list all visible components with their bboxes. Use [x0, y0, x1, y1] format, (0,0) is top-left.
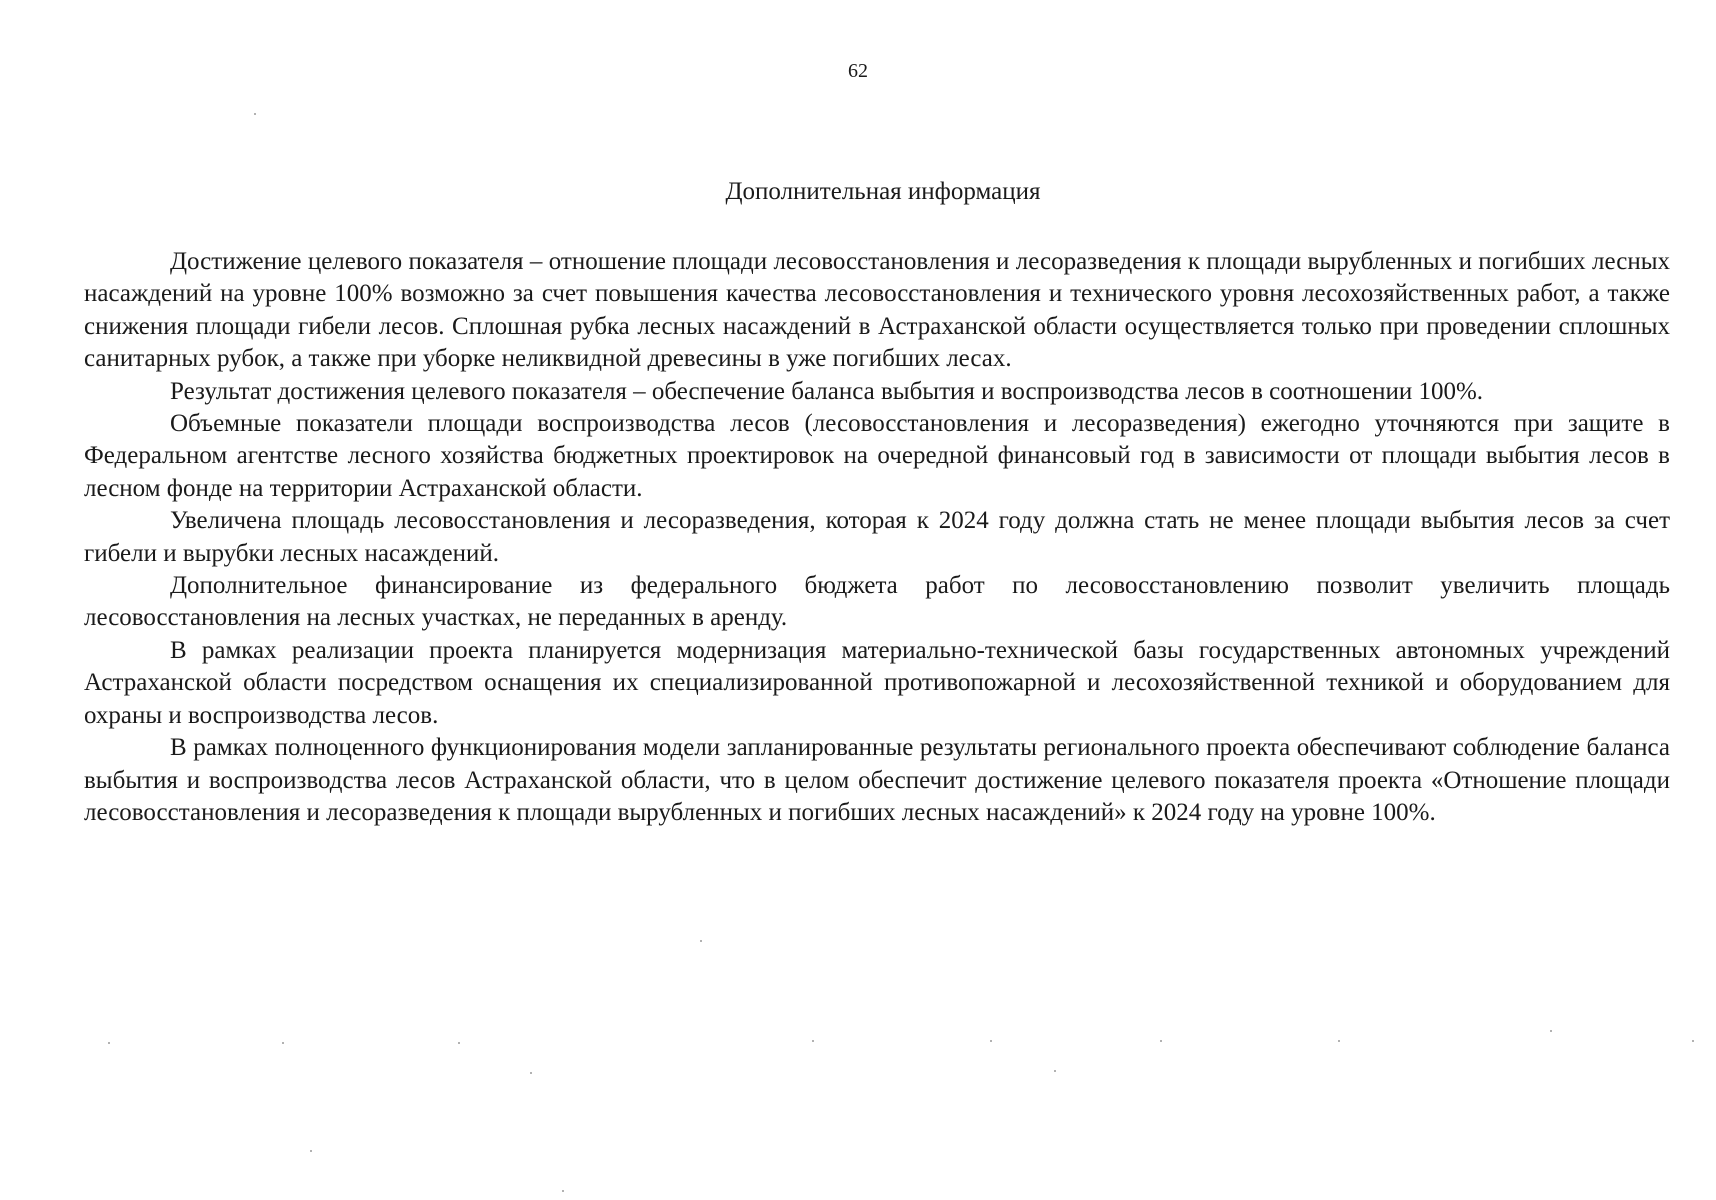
page-number: 62: [848, 60, 868, 82]
section-heading: Дополнительная информация: [725, 178, 1041, 205]
scan-speck: [700, 940, 702, 942]
scan-speck: [310, 1150, 312, 1152]
paragraph: Результат достижения целевого показателя – обеспечение баланса выбытия и воспроизводства лесов в соотношении 100%.: [170, 377, 1484, 405]
scan-speck: [108, 1042, 110, 1044]
paragraph: Достижение целевого показателя – отношение площади лесовосстановления и лесоразведения к площади вырубленных и погибших лесных насаждений на уровне 100% возможно за счет повышения качества лесовосстановления и технического уровня лесохозяйственных работ, а также снижения площади гибели лесов. Сплошная рубка лесных насаждений в Астраханской области осуществляется только при проведении сплошных санитарных рубок, а также при уборке неликвидной древесины в уже погибших лесах.: [84, 248, 1670, 373]
scan-speck: [1550, 1030, 1552, 1032]
paragraph: В рамках реализации проекта планируется модернизация материально-технической базы государственных автономных учреждений Астраханской области посредством оснащения их специализированной противопожарной и лесохозяйственной техникой и оборудованием для охраны и воспроизводства лесов.: [84, 636, 1670, 729]
scan-speck: [530, 1072, 532, 1074]
scan-speck: [990, 1040, 992, 1042]
scan-speck: [1692, 1040, 1694, 1042]
scan-speck: [812, 1040, 814, 1042]
paragraph: Увеличена площадь лесовосстановления и лесоразведения, которая к 2024 году должна стать не менее площади выбытия лесов за счет гибели и вырубки лесных насаждений.: [84, 507, 1670, 567]
paragraph: Объемные показатели площади воспроизводства лесов (лесовосстановления и лесоразведения) ежегодно уточняются при защите в Федеральном агентстве лесного хозяйства бюджетных проектировок на очередной финансовый год в зависимости от площади выбытия лесов в лесном фонде на территории Астраханской области.: [84, 410, 1670, 502]
paragraph: В рамках полноценного функционирования модели запланированные результаты регионального проекта обеспечивают соблюдение баланса выбытия и воспроизводства лесов Астраханской области, что в целом обеспечит достижение целевого показателя проекта «Отношение площади лесовосстановления и лесоразведения к площади вырубленных и погибших лесных насаждений» к 2024 году на уровне 100%.: [84, 734, 1670, 826]
paragraph: Дополнительное финансирование из федерального бюджета работ по лесовосстановлению позволит увеличить площадь лесовосстановления на лесных участках, не переданных в аренду.: [84, 572, 1670, 632]
scan-speck: [254, 113, 256, 115]
scan-speck: [1054, 1070, 1056, 1072]
scan-speck: [458, 1042, 460, 1044]
scan-speck: [1160, 1040, 1162, 1042]
scan-speck: [282, 1042, 284, 1044]
scan-speck: [562, 1190, 564, 1192]
body-text: [84, 246, 1670, 829]
scan-speck: [1338, 1040, 1340, 1042]
